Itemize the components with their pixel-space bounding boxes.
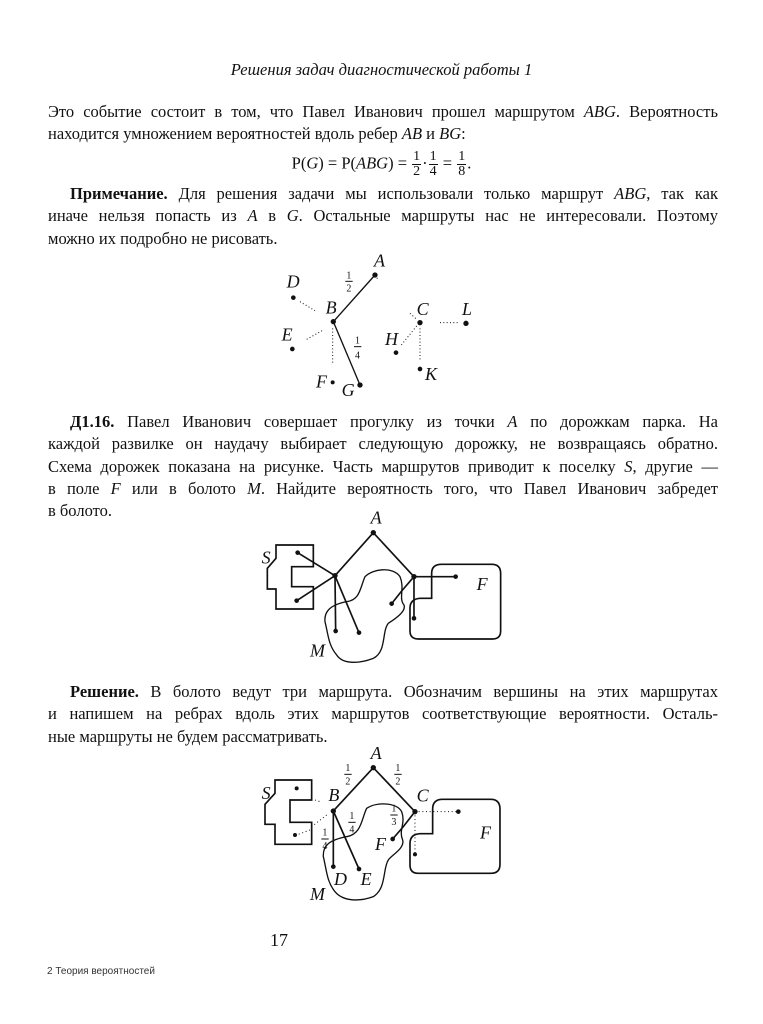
text-run: . Найдите вероятность того, что Павел Иванович забредет [260, 478, 718, 498]
text-run: , так как [646, 184, 718, 203]
node-label-a: A [370, 742, 382, 763]
text-run: и [422, 124, 440, 144]
edge-prob-num: 1 [391, 803, 397, 815]
label-village-s: S [261, 782, 271, 803]
village-s-outline [265, 780, 312, 844]
label-field-f: F [476, 573, 488, 594]
node-label-e: E [360, 868, 372, 889]
text-run: : [461, 124, 466, 144]
bold-lead: Решение. [70, 682, 139, 701]
text-run: ные маршруты не будем рассматривать. [48, 726, 328, 746]
node-label-f: F [374, 833, 386, 854]
edge-prob-den: 4 [349, 824, 355, 836]
node-label-c: C [416, 298, 429, 319]
math-var: S [624, 456, 633, 476]
node-label-k: K [424, 363, 437, 384]
label-village-s: S [261, 547, 271, 568]
diagram-solution-tree [262, 743, 500, 904]
page-number: 17 [270, 930, 288, 950]
node-label-b: B [325, 297, 337, 318]
label-swamp-m: M [309, 883, 325, 904]
numerator: 1 [429, 149, 437, 164]
math-var: BG [439, 124, 462, 144]
label-a: A [370, 507, 382, 528]
text-run: Это событие состоит в том, что Павел Иванович прошел маршрутом [48, 102, 584, 121]
edge-prob-den: 4 [322, 840, 328, 852]
text-run: в [257, 206, 287, 226]
swamp-m-outline [325, 570, 404, 663]
edge-prob-den: 2 [345, 776, 351, 788]
node-label-d: D [286, 271, 300, 292]
denominator: 8 [458, 164, 466, 179]
formula-text: ) = [388, 153, 408, 173]
math-var: F [110, 478, 121, 498]
text-run: в поле [48, 478, 111, 498]
text-run: и напишем на ребрах вдоль этих маршрутов соответствующие вероятности. Осталь- [48, 704, 718, 724]
node-label-e: E [281, 324, 293, 345]
math-var: A [507, 412, 518, 431]
denominator: 2 [413, 164, 421, 179]
running-head: Решения задач диагностической работы 1 [230, 60, 533, 79]
village-s-outline [267, 545, 313, 609]
formula-text: . [467, 153, 472, 173]
edge-prob-num: 1 [395, 762, 401, 774]
label-swamp-m: M [309, 640, 325, 661]
bold-lead: Примечание. [70, 184, 168, 203]
denominator: 4 [429, 164, 437, 179]
node-label-f: F [315, 371, 327, 392]
edge-prob-num: 1 [345, 762, 351, 774]
edge-prob-num: 1 [346, 270, 352, 282]
text-run: находится умножением вероятностей вдоль ребер [48, 124, 402, 144]
text-run: Для решения задачи мы использовали только маршрут [167, 184, 615, 203]
edge-prob-den: 2 [346, 283, 352, 295]
formula-text: = [442, 153, 453, 173]
math-var: ABG [614, 184, 647, 203]
text-run: Павел Иванович совершает прогулку из точки [114, 412, 508, 431]
diagram-park-paths [262, 507, 501, 662]
node-label-b: B [328, 784, 340, 805]
node-label-c: C [416, 785, 429, 806]
numerator: 1 [413, 149, 421, 164]
formula-var: G [306, 153, 319, 173]
diagram-tree-partial [281, 251, 472, 400]
edge-prob-num: 1 [322, 827, 328, 839]
formula-var: ABG [356, 153, 389, 173]
edge-prob-num: 1 [354, 335, 360, 347]
text-run: Схема дорожек показана на рисунке. Часть маршрутов приводит к поселку [48, 456, 625, 476]
bold-lead: Д1.16. [70, 412, 115, 431]
label-field-f: F [479, 822, 491, 843]
formula-text: · [422, 153, 428, 173]
text-run: каждой развилке он наудачу выбирает следующую дорожку, не возвращаясь обратно. [48, 434, 718, 454]
node-label-g: G [341, 379, 355, 400]
text-run: , другие — [632, 456, 718, 476]
footer-section-title: 2 Теория вероятностей [47, 966, 155, 977]
node-label-a: A [373, 250, 385, 271]
edge-prob-den: 4 [354, 350, 360, 362]
numerator: 1 [458, 149, 466, 164]
text-run: иначе нельзя попасть из [48, 206, 248, 226]
edge-prob-den: 3 [391, 816, 397, 828]
edge-prob-den: 2 [395, 776, 401, 788]
text-run: в болото. [48, 501, 112, 521]
text-run: . Остальные маршруты нас не интересовали. Поэтому [298, 206, 718, 226]
text-run: по дорожкам парка. На [517, 412, 718, 431]
node-label-d: D [333, 868, 347, 889]
math-var: M [247, 478, 261, 498]
text-run: можно их подробно не рисовать. [48, 228, 278, 248]
formula-text: ) = P( [318, 153, 356, 173]
node-label-l: L [461, 298, 472, 319]
math-var: A [247, 206, 258, 226]
edge-prob-num: 1 [349, 810, 355, 822]
text-run: или в болото [120, 478, 248, 498]
math-var: ABG [583, 102, 616, 121]
node-label-h: H [384, 328, 398, 349]
math-var: G [286, 206, 299, 226]
formula-text: P( [291, 153, 307, 173]
math-var: AB [401, 124, 423, 144]
text-run: . Вероятность [615, 102, 718, 121]
text-run: В болото ведут три маршрута. Обозначим вершины на этих маршрутах [138, 682, 718, 701]
